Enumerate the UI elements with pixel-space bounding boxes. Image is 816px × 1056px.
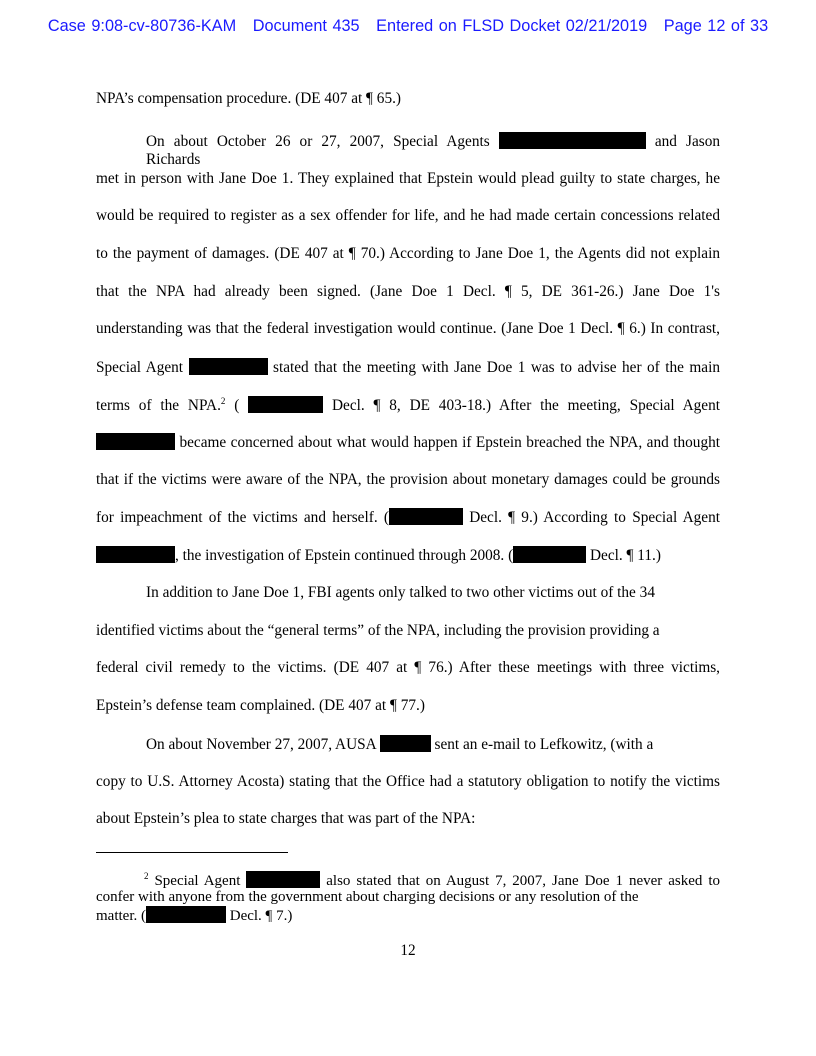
redaction-block (389, 508, 463, 525)
line-text: and Jason Richards (146, 133, 720, 168)
line-text: NPA’s compensation procedure. (DE 407 at ¶ 65.) (96, 90, 402, 107)
body-line (96, 622, 720, 640)
line-text: stated that the meeting with Jane Doe 1 was to advise her of the main (267, 359, 720, 376)
line-text: Decl. ¶ 8, DE 403-18.) After the meeting, Special Agent (323, 397, 720, 414)
body-line (96, 773, 720, 791)
footnote-line (96, 888, 720, 906)
line-text: identified victims about the “general terms” of the NPA, including the provision providing a (96, 622, 660, 639)
line-text: ( (225, 397, 249, 414)
footnote-marker: 2 (220, 396, 226, 406)
redaction-block (248, 396, 323, 413)
line-text: would be required to register as a sex offender for life, and he had made certain concessions related (96, 207, 720, 224)
line-text: understanding was that the federal investigation would continue. (Jane Doe 1 Decl. ¶ 6.) In contrast, (96, 320, 720, 337)
body-line (96, 245, 720, 263)
redaction-block (380, 735, 431, 752)
footnote-line (144, 871, 720, 889)
line-text: copy to U.S. Attorney Acosta) stating that the Office had a statutory obligation to notify the victims (96, 773, 720, 790)
line-text: In addition to Jane Doe 1, FBI agents only talked to two other victims out of the 34 (146, 584, 655, 601)
line-text: Decl. ¶ 11.) (586, 547, 661, 564)
body-line (96, 207, 720, 225)
body-line (96, 471, 720, 489)
line-text: to the payment of damages. (DE 407 at ¶ 70.) According to Jane Doe 1, the Agents did not explain (96, 245, 720, 262)
redaction-block (96, 546, 175, 563)
page-number: 12 (400, 942, 416, 959)
footnote-marker: 2 (144, 871, 149, 881)
redaction-block (96, 433, 175, 450)
body-line (96, 659, 720, 677)
line-text: also stated that on August 7, 2007, Jane Doe 1 never asked to (320, 873, 720, 889)
line-text: about Epstein’s plea to state charges that was part of the NPA: (96, 810, 476, 827)
body-line (96, 320, 720, 338)
line-text: Decl. ¶ 7.) (225, 908, 293, 924)
redaction-block (246, 871, 320, 888)
line-text: matter. ( (96, 908, 146, 924)
line-text: met in person with Jane Doe 1. They explained that Epstein would plead guilty to state charges, he (96, 170, 720, 187)
redaction-block (189, 358, 268, 375)
body-line (146, 132, 720, 168)
line-text: that the NPA had already been signed. (Jane Doe 1 Decl. ¶ 5, DE 361-26.) Jane Doe 1's (96, 283, 720, 300)
line-text: federal civil remedy to the victims. (DE 407 at ¶ 76.) After these meetings with three victims, (96, 659, 720, 676)
line-text: , the investigation of Epstein continued through 2008. ( (175, 547, 514, 564)
footnote-divider (96, 852, 288, 853)
body-line (96, 810, 720, 828)
body-line (146, 735, 720, 754)
redaction-block (513, 546, 586, 563)
body-line (146, 584, 720, 602)
line-text: for impeachment of the victims and herself. ( (96, 509, 389, 526)
line-text: Special Agent (148, 873, 247, 889)
body-line (96, 358, 720, 376)
line-text: Decl. ¶ 9.) According to Special Agent (462, 509, 720, 526)
body-line (96, 396, 720, 414)
line-text: confer with anyone from the government about charging decisions or any resolution of the (96, 889, 639, 905)
body-line (96, 433, 720, 451)
redaction-block (499, 132, 646, 149)
body-line (96, 90, 720, 108)
line-text: On about November 27, 2007, AUSA (146, 736, 380, 753)
court-filing-stamp: Case 9:08-cv-80736-KAM Document 435 Entered on FLSD Docket 02/21/2019 Page 12 of 33 (47, 17, 769, 35)
line-text: sent an e-mail to Lefkowitz, (with a (430, 736, 654, 753)
footnote-line (96, 906, 720, 925)
line-text: Epstein’s defense team complained. (DE 407 at ¶ 77.) (96, 697, 425, 714)
body-line (96, 283, 720, 301)
line-text: became concerned about what would happen if Epstein breached the NPA, and thought (175, 434, 720, 451)
body-line (96, 170, 720, 188)
body-line (96, 546, 720, 565)
line-text: that if the victims were aware of the NPA, the provision about monetary damages could be grounds (96, 471, 720, 488)
body-line (96, 697, 720, 715)
body-line (96, 508, 720, 526)
line-text: On about October 26 or 27, 2007, Special Agents (146, 133, 499, 150)
line-text: Special Agent (96, 359, 189, 376)
line-text: terms of the NPA. (96, 397, 221, 414)
redaction-block (146, 906, 226, 923)
